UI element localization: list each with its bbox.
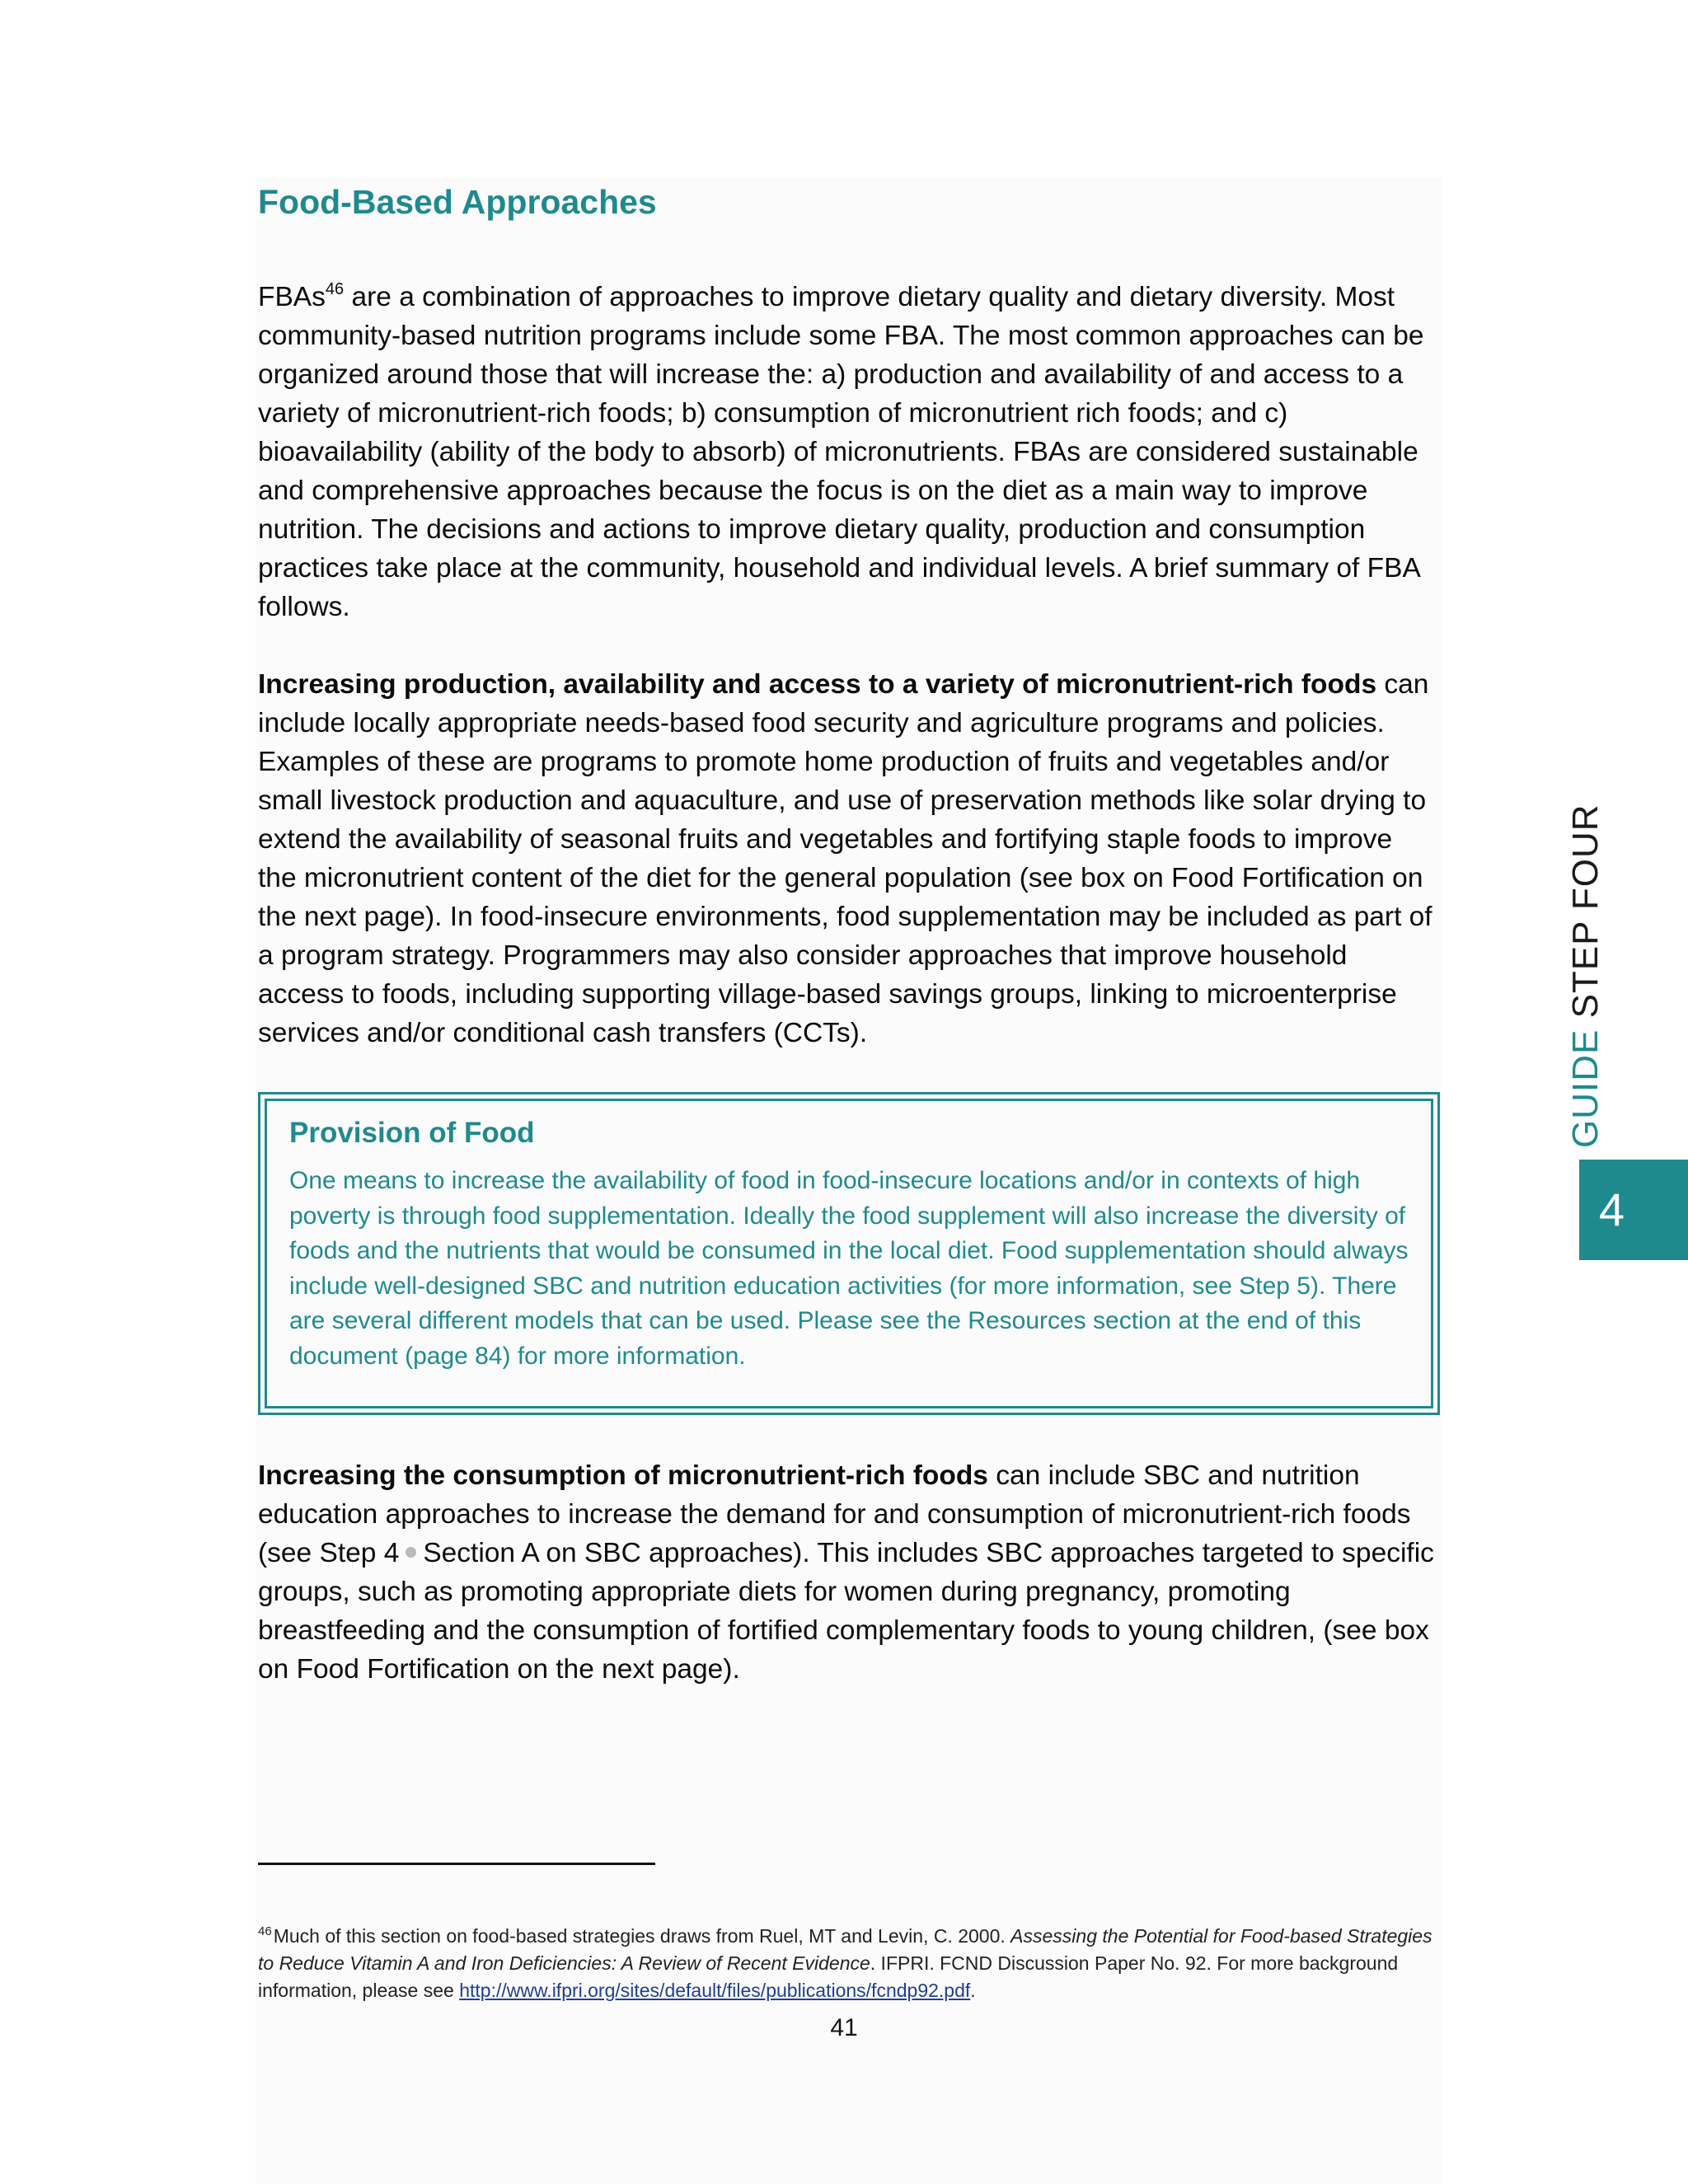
side-label-step: STEP FOUR xyxy=(1565,804,1606,1029)
intro-paragraph xyxy=(258,278,1437,626)
provision-of-food-box-inner xyxy=(265,1099,1433,1408)
footnote-number: 46 xyxy=(258,1924,272,1938)
consumption-text-before-dot: can include SBC and nutrition education approaches to increase the demand for and consumption of micronutrient-rich foods (see Step 4 xyxy=(258,1460,1411,1568)
footnote-text-after-title: . IFPRI. FCND Discussion Paper No. 92. For more background information, please see xyxy=(258,1952,1399,2001)
production-bold-lead: Increasing production, availability and access to a variety of micronutrient-rich foods xyxy=(258,669,1377,700)
production-text: can include locally appropriate needs-based food security and agriculture programs and policies. Examples of these are programs to promote home production of fruits and vegetables and/or small livestock production and aquaculture, and use of preservation methods like solar drying to extend the availability of seasonal fruits and vegetables and fortifying staple foods to improve the micronutrient content of the diet for the general population (see box on Food Fortification on the next page). In food-insecure environments, food supplementation may be included as part of a program strategy. Programmers may also consider approaches that improve household access to foods, including supporting village-based savings groups, linking to microenterprise services and/or conditional cash transfers (CCTs). xyxy=(258,669,1432,1048)
footnote-separator xyxy=(258,1863,655,1865)
footnote-title: Assessing the Potential for Food-based Strategies to Reduce Vitamin A and Iron Deficiencies: A Review of Recent Evidence xyxy=(258,1925,1432,1974)
consumption-paragraph xyxy=(258,1456,1437,1689)
box-body: One means to increase the availability of food in food-insecure locations and/or in contexts of high poverty is through food supplementation. Ideally the food supplement will also increase the diversity of foods and the nutrients that would be consumed in the local diet. Food supplementation should always include well-designed SBC and nutrition education activities (for more information, see Step 5). There are several different models that can be used. Please see the Resources section at the end of this document (page 84) for more information. xyxy=(289,1167,1409,1370)
production-paragraph xyxy=(258,665,1437,1052)
section-heading: Food-Based Approaches xyxy=(258,183,657,221)
footnote-link[interactable]: http://www.ifpri.org/sites/default/files/publications/fcndp92.pdf xyxy=(459,1980,971,2001)
footnote-text-before-title: Much of this section on food-based strategies draws from Ruel, MT and Levin, C. 2000. xyxy=(273,1925,1011,1947)
main-content xyxy=(258,177,1437,1689)
footnote-end: . xyxy=(970,1980,976,2001)
provision-of-food-box xyxy=(258,1092,1440,1415)
footnote xyxy=(258,1923,1437,2004)
box-title: Provision of Food xyxy=(289,1117,535,1149)
bullet-dot-icon xyxy=(406,1547,416,1558)
page-number: 41 xyxy=(830,2014,858,2041)
side-label-text xyxy=(1563,804,1609,1148)
intro-text: are a combination of approaches to improve dietary quality and dietary diversity. Most community-based nutrition programs include some FBA. The most common approaches can be organized around those that will increase the: a) production and availability of and access to a variety of micronutrient-rich foods; b) consumption of micronutrient rich foods; and c) bioavailability (ability of the body to absorb) of micronutrients. FBAs are considered sustainable and comprehensive approaches because the focus is on the diet as a main way to improve nutrition. The decisions and actions to improve dietary quality, production and consumption practices take place at the community, household and individual levels. A brief summary of FBA follows. xyxy=(258,282,1424,622)
consumption-text-after-dot: Section A on SBC approaches). This includes SBC approaches targeted to specific groups, such as promoting appropriate diets for women during pregnancy, promoting breastfeeding and the consumption of fortified complementary foods to young children, (see box on Food Fortification on the next page). xyxy=(258,1538,1434,1685)
footnote-reference[interactable]: 46 xyxy=(325,280,345,298)
consumption-bold-lead: Increasing the consumption of micronutrient-rich foods xyxy=(258,1460,988,1491)
side-label-guide: GUIDE xyxy=(1565,1029,1606,1148)
intro-lead: FBAs xyxy=(258,282,326,312)
step-tab: 4 xyxy=(1579,1160,1688,1260)
